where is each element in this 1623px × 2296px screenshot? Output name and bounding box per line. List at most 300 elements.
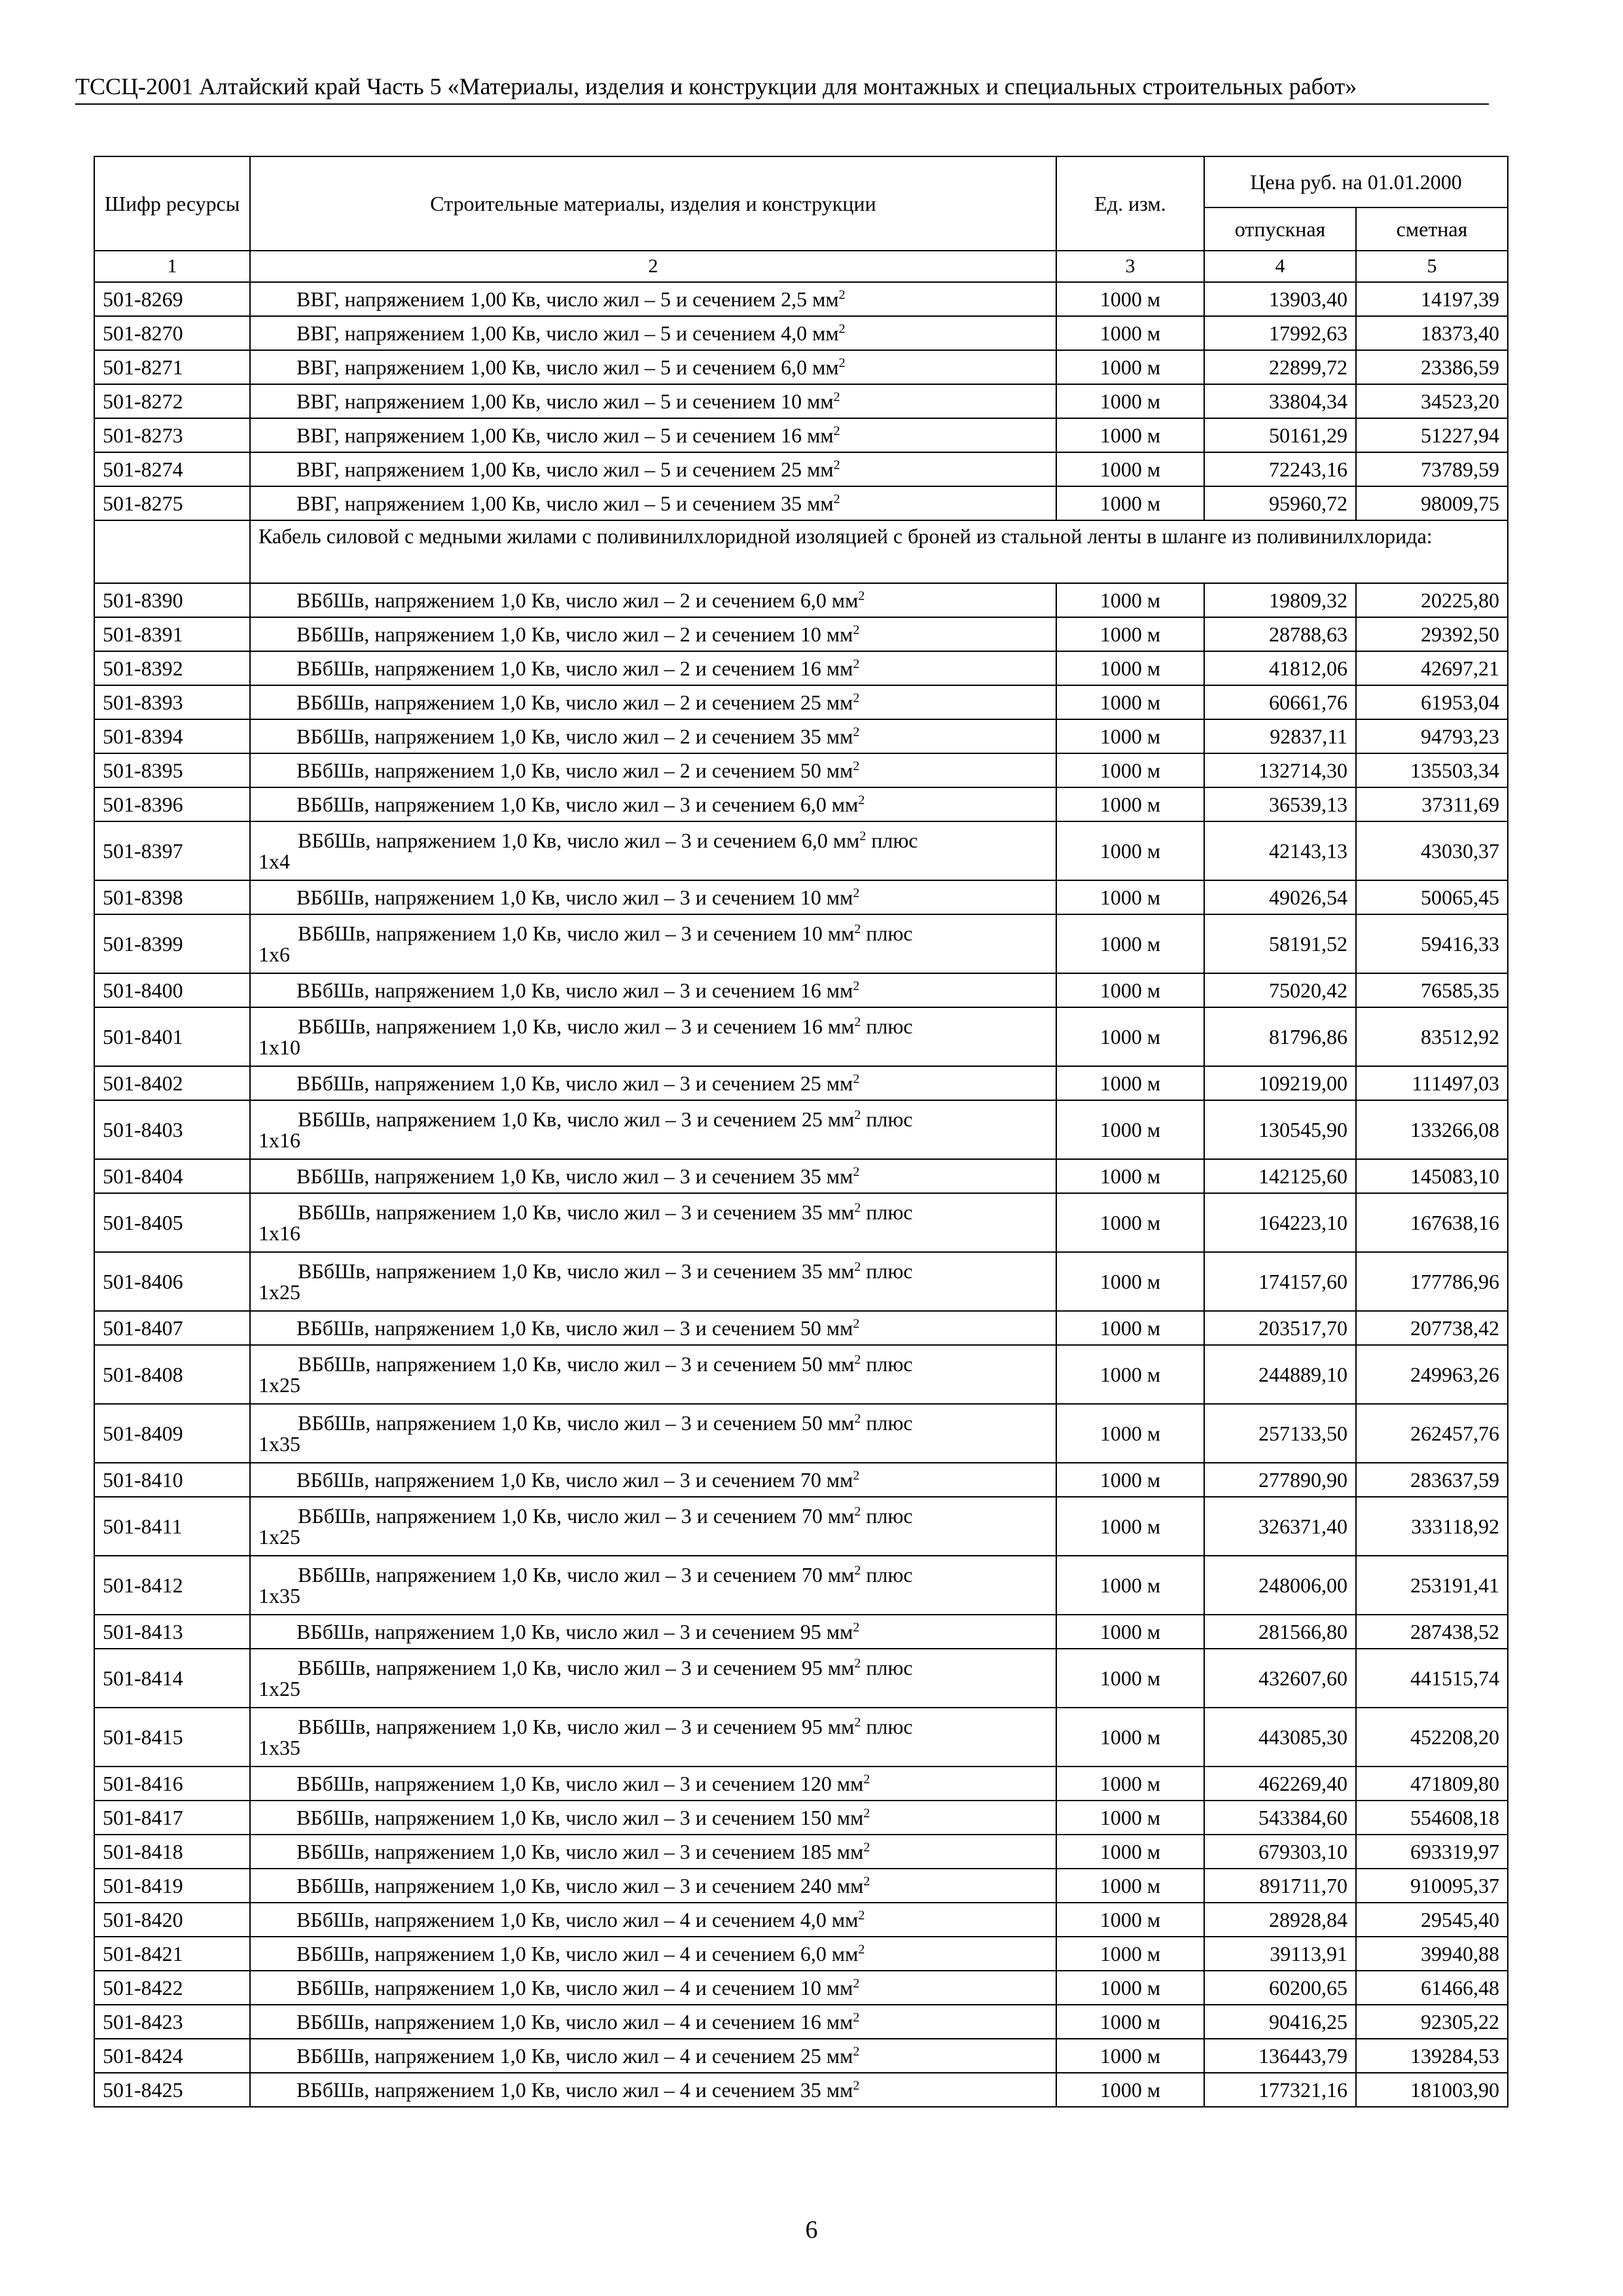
item-description (250, 1252, 1056, 1311)
table-row (94, 880, 1508, 914)
estimate-price: 177786,96 (1356, 1252, 1508, 1311)
item-description (250, 1649, 1056, 1708)
item-description (250, 316, 1056, 350)
description-text: ВБбШв, напряжением 1,0 Кв, число жил – 3 и сечением 6,0 мм (298, 829, 860, 852)
description-wrap: 1х16 (259, 1221, 300, 1245)
description-tail: плюс (861, 1200, 913, 1224)
item-description (250, 787, 1056, 821)
description-superscript: 2 (854, 1200, 861, 1215)
estimate-price: 14197,39 (1356, 282, 1508, 316)
table-row (94, 1193, 1508, 1252)
description-text: ВБбШв, напряжением 1,0 Кв, число жил – 3 и сечением 25 мм (296, 1071, 853, 1095)
resource-code: 501-8405 (94, 1193, 250, 1252)
unit-of-measure: 1000 м (1056, 685, 1204, 719)
description-superscript: 2 (838, 355, 846, 370)
description-line (296, 656, 859, 680)
description-superscript: 2 (854, 1107, 861, 1122)
description-wrap: 1х35 (259, 1584, 300, 1607)
item-description (250, 1193, 1056, 1252)
estimate-price: 167638,16 (1356, 1193, 1508, 1252)
estimate-price: 92305,22 (1356, 2005, 1508, 2039)
unit-of-measure: 1000 м (1056, 1903, 1204, 1937)
description-tail: плюс (861, 1411, 913, 1435)
release-price: 49026,54 (1204, 880, 1356, 914)
resource-code: 501-8403 (94, 1100, 250, 1159)
unit-of-measure: 1000 м (1056, 418, 1204, 452)
description-line (296, 588, 865, 612)
resource-code: 501-8401 (94, 1007, 250, 1066)
resource-code: 501-8407 (94, 1311, 250, 1345)
estimate-price: 181003,90 (1356, 2073, 1508, 2107)
unit-of-measure: 1000 м (1056, 316, 1204, 350)
resource-code: 501-8274 (94, 452, 250, 486)
estimate-price: 39940,88 (1356, 1937, 1508, 1971)
item-description (250, 1801, 1056, 1835)
release-price: 60200,65 (1204, 1971, 1356, 2005)
description-superscript: 2 (833, 492, 840, 507)
item-description (250, 1708, 1056, 1767)
description-text: ВВГ, напряжением 1,00 Кв, число жил – 5 и сечением 35 мм (296, 492, 834, 515)
estimate-price: 29545,40 (1356, 1903, 1508, 1937)
description-tail: плюс (861, 1352, 913, 1376)
resource-code: 501-8424 (94, 2039, 250, 2073)
description-text: ВБбШв, напряжением 1,0 Кв, число жил – 3 и сечением 185 мм (296, 1840, 864, 1863)
description-text: ВБбШв, напряжением 1,0 Кв, число жил – 4 и сечением 4,0 мм (296, 1908, 859, 1931)
estimate-price: 37311,69 (1356, 787, 1508, 821)
description-line (296, 622, 859, 646)
group-2-heading-body (94, 520, 1508, 583)
table-row (94, 1708, 1508, 1767)
description-line (296, 1164, 859, 1188)
description-line (259, 830, 1048, 851)
release-price: 58191,52 (1204, 914, 1356, 973)
description-text: ВБбШв, напряжением 1,0 Кв, число жил – 4 и сечением 6,0 мм (296, 1942, 859, 1965)
estimate-price: 910095,37 (1356, 1869, 1508, 1903)
description-line (296, 1468, 859, 1492)
item-description (250, 1556, 1056, 1615)
header-estimate-price: сметная (1356, 207, 1508, 251)
resource-code: 501-8392 (94, 651, 250, 685)
release-price: 443085,30 (1204, 1708, 1356, 1767)
description-superscript: 2 (853, 1316, 860, 1331)
description-line (259, 1202, 1048, 1223)
description-text: ВБбШв, напряжением 1,0 Кв, число жил – 4 и сечением 25 мм (296, 2044, 853, 2068)
table-row (94, 2039, 1508, 2073)
unit-of-measure: 1000 м (1056, 1835, 1204, 1869)
item-description (250, 1869, 1056, 1903)
description-line (296, 978, 859, 1002)
resource-code: 501-8275 (94, 486, 250, 520)
item-description (250, 821, 1056, 880)
description-superscript: 2 (854, 1656, 861, 1671)
description-wrap: 1х35 (259, 1432, 300, 1456)
resource-code: 501-8269 (94, 282, 250, 316)
description-text: ВБбШв, напряжением 1,0 Кв, число жил – 2 и сечением 6,0 мм (296, 588, 859, 612)
unit-of-measure: 1000 м (1056, 651, 1204, 685)
table-row (94, 1252, 1508, 1311)
release-price: 28788,63 (1204, 617, 1356, 651)
description-superscript: 2 (854, 1352, 861, 1367)
unit-of-measure: 1000 м (1056, 1801, 1204, 1835)
unit-of-measure: 1000 м (1056, 486, 1204, 520)
estimate-price: 554608,18 (1356, 1801, 1508, 1835)
description-superscript: 2 (833, 389, 840, 404)
item-description (250, 2073, 1056, 2107)
item-description (250, 1767, 1056, 1801)
description-superscript: 2 (833, 457, 840, 473)
item-description (250, 1937, 1056, 1971)
release-price: 462269,40 (1204, 1767, 1356, 1801)
description-text: ВБбШв, напряжением 1,0 Кв, число жил – 3 и сечением 16 мм (296, 978, 853, 1002)
estimate-price: 59416,33 (1356, 914, 1508, 973)
description-text: ВБбШв, напряжением 1,0 Кв, число жил – 3 и сечением 35 мм (298, 1200, 855, 1224)
resource-code: 501-8415 (94, 1708, 250, 1767)
table-row (94, 1801, 1508, 1835)
description-line (259, 1505, 1048, 1526)
item-description (250, 2005, 1056, 2039)
item-description (250, 651, 1056, 685)
description-line (296, 1840, 870, 1863)
table-row (94, 384, 1508, 418)
estimate-price: 61953,04 (1356, 685, 1508, 719)
table-row (94, 350, 1508, 384)
description-text: ВБбШв, напряжением 1,0 Кв, число жил – 3 и сечением 95 мм (298, 1715, 855, 1738)
table-row (94, 685, 1508, 719)
description-superscript: 2 (853, 759, 860, 774)
table-row (94, 1767, 1508, 1801)
resource-code: 501-8413 (94, 1615, 250, 1649)
item-description (250, 282, 1056, 316)
description-text: ВБбШв, напряжением 1,0 Кв, число жил – 3 и сечением 25 мм (298, 1107, 855, 1131)
table-row (94, 1649, 1508, 1708)
unit-of-measure: 1000 м (1056, 973, 1204, 1007)
table-row (94, 1937, 1508, 1971)
table-row (94, 1463, 1508, 1497)
description-text: ВБбШв, напряжением 1,0 Кв, число жил – 4 и сечением 10 мм (296, 1976, 853, 2000)
header-release-price: отпускная (1204, 207, 1356, 251)
column-number: 4 (1204, 251, 1356, 282)
description-superscript: 2 (838, 287, 846, 302)
estimate-price: 333118,92 (1356, 1497, 1508, 1556)
column-number: 1 (94, 251, 250, 282)
table-row (94, 1971, 1508, 2005)
description-text: ВБбШв, напряжением 1,0 Кв, число жил – 3 и сечением 150 мм (296, 1806, 864, 1829)
description-tail: плюс (861, 1715, 913, 1738)
description-text: ВБбШв, напряжением 1,0 Кв, число жил – 3 и сечением 120 мм (296, 1772, 864, 1795)
resource-code: 501-8390 (94, 583, 250, 617)
release-price: 281566,80 (1204, 1615, 1356, 1649)
estimate-price: 94793,23 (1356, 719, 1508, 753)
release-price: 42143,13 (1204, 821, 1356, 880)
resource-code: 501-8417 (94, 1801, 250, 1835)
description-line (296, 2078, 859, 2102)
description-superscript: 2 (859, 829, 866, 844)
release-price: 277890,90 (1204, 1463, 1356, 1497)
description-wrap: 1х6 (259, 942, 290, 966)
resource-code: 501-8408 (94, 1345, 250, 1404)
description-superscript: 2 (854, 1504, 861, 1519)
description-wrap: 1х16 (259, 1128, 300, 1152)
release-price: 60661,76 (1204, 685, 1356, 719)
description-text: ВБбШв, напряжением 1,0 Кв, число жил – 3 и сечением 6,0 мм (296, 793, 859, 816)
resource-code: 501-8271 (94, 350, 250, 384)
unit-of-measure: 1000 м (1056, 1159, 1204, 1193)
resource-code: 501-8394 (94, 719, 250, 753)
description-line (296, 287, 846, 311)
description-line (296, 2010, 859, 2034)
unit-of-measure: 1000 м (1056, 1311, 1204, 1345)
page-header: ТССЦ-2001 Алтайский край Часть 5 «Материалы, изделия и конструкции для монтажных и специальных строительных работ» (75, 72, 1489, 105)
estimate-price: 262457,76 (1356, 1404, 1508, 1463)
description-superscript: 2 (853, 978, 860, 994)
release-price: 142125,60 (1204, 1159, 1356, 1193)
column-number: 2 (250, 251, 1056, 282)
item-description (250, 418, 1056, 452)
table-row (94, 617, 1508, 651)
description-tail: плюс (861, 1563, 913, 1587)
description-superscript: 2 (853, 1468, 860, 1483)
description-text: ВБбШв, напряжением 1,0 Кв, число жил – 3 и сечением 35 мм (298, 1259, 855, 1283)
description-line (259, 1564, 1048, 1585)
description-line (296, 1071, 859, 1095)
resource-code: 501-8414 (94, 1649, 250, 1708)
description-line (296, 759, 859, 782)
item-description (250, 1615, 1056, 1649)
description-text: ВБбШв, напряжением 1,0 Кв, число жил – 3 и сечением 50 мм (298, 1411, 855, 1435)
unit-of-measure: 1000 м (1056, 1937, 1204, 1971)
table-row (94, 973, 1508, 1007)
item-description (250, 452, 1056, 486)
resource-code: 501-8402 (94, 1066, 250, 1100)
estimate-price: 29392,50 (1356, 617, 1508, 651)
description-wrap: 1х35 (259, 1736, 300, 1759)
description-tail: плюс (861, 1504, 913, 1528)
release-price: 203517,70 (1204, 1311, 1356, 1345)
resource-code: 501-8422 (94, 1971, 250, 2005)
description-superscript: 2 (854, 1259, 861, 1274)
unit-of-measure: 1000 м (1056, 1252, 1204, 1311)
unit-of-measure: 1000 м (1056, 1767, 1204, 1801)
unit-of-measure: 1000 м (1056, 787, 1204, 821)
table-row (94, 282, 1508, 316)
estimate-price: 51227,94 (1356, 418, 1508, 452)
description-line (259, 923, 1048, 944)
resource-code: 501-8396 (94, 787, 250, 821)
release-price: 130545,90 (1204, 1100, 1356, 1159)
item-description (250, 1066, 1056, 1100)
description-superscript: 2 (833, 423, 840, 439)
description-text: ВВГ, напряжением 1,00 Кв, число жил – 5 и сечением 4,0 мм (296, 321, 839, 345)
resource-code: 501-8410 (94, 1463, 250, 1497)
description-superscript: 2 (853, 1620, 860, 1635)
description-line (296, 1772, 870, 1795)
estimate-price: 83512,92 (1356, 1007, 1508, 1066)
table-row (94, 1835, 1508, 1869)
item-description (250, 486, 1056, 520)
release-price: 891711,70 (1204, 1869, 1356, 1903)
resource-code: 501-8423 (94, 2005, 250, 2039)
release-price: 95960,72 (1204, 486, 1356, 520)
unit-of-measure: 1000 м (1056, 1007, 1204, 1066)
description-superscript: 2 (854, 1563, 861, 1578)
description-tail: плюс (861, 1107, 913, 1131)
description-text: ВБбШв, напряжением 1,0 Кв, число жил – 3 и сечением 70 мм (298, 1563, 855, 1587)
description-line (296, 492, 840, 515)
unit-of-measure: 1000 м (1056, 452, 1204, 486)
item-description (250, 1159, 1056, 1193)
description-line (296, 1942, 865, 1965)
item-description (250, 1311, 1056, 1345)
table-row (94, 1345, 1508, 1404)
estimate-price: 249963,26 (1356, 1345, 1508, 1404)
resource-code: 501-8404 (94, 1159, 250, 1193)
release-price: 17992,63 (1204, 316, 1356, 350)
release-price: 164223,10 (1204, 1193, 1356, 1252)
table-row (94, 452, 1508, 486)
description-superscript: 2 (853, 2044, 860, 2059)
estimate-price: 145083,10 (1356, 1159, 1508, 1193)
estimate-price: 18373,40 (1356, 316, 1508, 350)
release-price: 257133,50 (1204, 1404, 1356, 1463)
release-price: 13903,40 (1204, 282, 1356, 316)
table-row (94, 821, 1508, 880)
description-superscript: 2 (863, 1806, 870, 1821)
description-tail: плюс (861, 922, 913, 945)
description-line (296, 886, 859, 909)
release-price: 543384,60 (1204, 1801, 1356, 1835)
release-price: 92837,11 (1204, 719, 1356, 753)
description-superscript: 2 (853, 1071, 860, 1086)
item-description (250, 617, 1056, 651)
header-unit: Ед. изм. (1056, 156, 1204, 251)
page-number: 6 (805, 2216, 818, 2244)
table-row (94, 1100, 1508, 1159)
description-superscript: 2 (853, 656, 860, 672)
release-price: 39113,91 (1204, 1937, 1356, 1971)
resource-code: 501-8393 (94, 685, 250, 719)
description-text: ВВГ, напряжением 1,00 Кв, число жил – 5 и сечением 16 мм (296, 423, 834, 447)
description-line (296, 1620, 859, 1643)
description-tail: плюс (861, 1656, 913, 1679)
description-text: ВБбШв, напряжением 1,0 Кв, число жил – 3 и сечением 95 мм (296, 1620, 853, 1643)
table-row (94, 1066, 1508, 1100)
estimate-price: 133266,08 (1356, 1100, 1508, 1159)
table-row (94, 1903, 1508, 1937)
description-text: ВБбШв, напряжением 1,0 Кв, число жил – 2 и сечением 10 мм (296, 622, 853, 646)
description-superscript: 2 (863, 1840, 870, 1855)
item-description (250, 1007, 1056, 1066)
release-price: 326371,40 (1204, 1497, 1356, 1556)
description-line (296, 355, 846, 379)
unit-of-measure: 1000 м (1056, 1615, 1204, 1649)
item-description (250, 583, 1056, 617)
resource-code: 501-8421 (94, 1937, 250, 1971)
estimate-price: 50065,45 (1356, 880, 1508, 914)
description-superscript: 2 (853, 622, 860, 637)
header-name: Строительные материалы, изделия и конструкции (250, 156, 1056, 251)
resource-code: 501-8273 (94, 418, 250, 452)
unit-of-measure: 1000 м (1056, 880, 1204, 914)
table-row (94, 1007, 1508, 1066)
price-table (94, 156, 1508, 2108)
description-text: ВВГ, напряжением 1,00 Кв, число жил – 5 и сечением 2,5 мм (296, 287, 839, 311)
unit-of-measure: 1000 м (1056, 1869, 1204, 1903)
unit-of-measure: 1000 м (1056, 583, 1204, 617)
group-heading: Кабель силовой с медными жилами с поливинилхлоридной изоляцией с броней из стальной ленты в шланге из поливинилхлорида: (250, 520, 1508, 583)
item-description (250, 1463, 1056, 1497)
table-row (94, 787, 1508, 821)
resource-code: 501-8425 (94, 2073, 250, 2107)
unit-of-measure: 1000 м (1056, 1100, 1204, 1159)
description-line (259, 1354, 1048, 1374)
table-row (94, 2005, 1508, 2039)
description-line (259, 1261, 1048, 1282)
resource-code: 501-8411 (94, 1497, 250, 1556)
item-description (250, 1497, 1056, 1556)
estimate-price: 135503,34 (1356, 753, 1508, 787)
description-superscript: 2 (854, 1014, 861, 1030)
description-text: ВБбШв, напряжением 1,0 Кв, число жил – 4 и сечением 35 мм (296, 2078, 853, 2102)
unit-of-measure: 1000 м (1056, 1649, 1204, 1708)
unit-of-measure: 1000 м (1056, 1708, 1204, 1767)
estimate-price: 139284,53 (1356, 2039, 1508, 2073)
description-text: ВБбШв, напряжением 1,0 Кв, число жил – 3 и сечением 70 мм (296, 1468, 853, 1492)
table-row (94, 1404, 1508, 1463)
description-text: ВБбШв, напряжением 1,0 Кв, число жил – 3 и сечением 95 мм (298, 1656, 855, 1679)
description-line (259, 1109, 1048, 1130)
unit-of-measure: 1000 м (1056, 1193, 1204, 1252)
resource-code: 501-8412 (94, 1556, 250, 1615)
description-line (296, 457, 840, 481)
unit-of-measure: 1000 м (1056, 1971, 1204, 2005)
table-row (94, 1497, 1508, 1556)
resource-code: 501-8399 (94, 914, 250, 973)
item-description (250, 384, 1056, 418)
description-tail: плюс (861, 1259, 913, 1283)
item-description (250, 2039, 1056, 2073)
estimate-price: 42697,21 (1356, 651, 1508, 685)
description-line (296, 793, 865, 816)
description-superscript: 2 (858, 588, 865, 603)
estimate-price: 76585,35 (1356, 973, 1508, 1007)
description-line (259, 1016, 1048, 1037)
unit-of-measure: 1000 м (1056, 914, 1204, 973)
resource-code: 501-8418 (94, 1835, 250, 1869)
description-superscript: 2 (853, 2078, 860, 2093)
unit-of-measure: 1000 м (1056, 821, 1204, 880)
estimate-price: 23386,59 (1356, 350, 1508, 384)
group-1-body (94, 282, 1508, 520)
item-description (250, 880, 1056, 914)
column-number: 5 (1356, 251, 1508, 282)
table-row (94, 486, 1508, 520)
table-row (94, 651, 1508, 685)
description-superscript: 2 (853, 1976, 860, 1991)
description-text: ВБбШв, напряжением 1,0 Кв, число жил – 3 и сечением 10 мм (298, 922, 855, 945)
description-text: ВБбШв, напряжением 1,0 Кв, число жил – 2 и сечением 16 мм (296, 656, 853, 680)
description-superscript: 2 (853, 725, 860, 740)
table-row (94, 914, 1508, 973)
description-superscript: 2 (854, 922, 861, 937)
description-line (259, 1657, 1048, 1678)
resource-code: 501-8406 (94, 1252, 250, 1311)
description-line (259, 1716, 1048, 1737)
description-superscript: 2 (858, 1908, 865, 1923)
table-row (94, 1869, 1508, 1903)
estimate-price: 20225,80 (1356, 583, 1508, 617)
description-superscript: 2 (854, 1715, 861, 1730)
table-row (94, 1159, 1508, 1193)
